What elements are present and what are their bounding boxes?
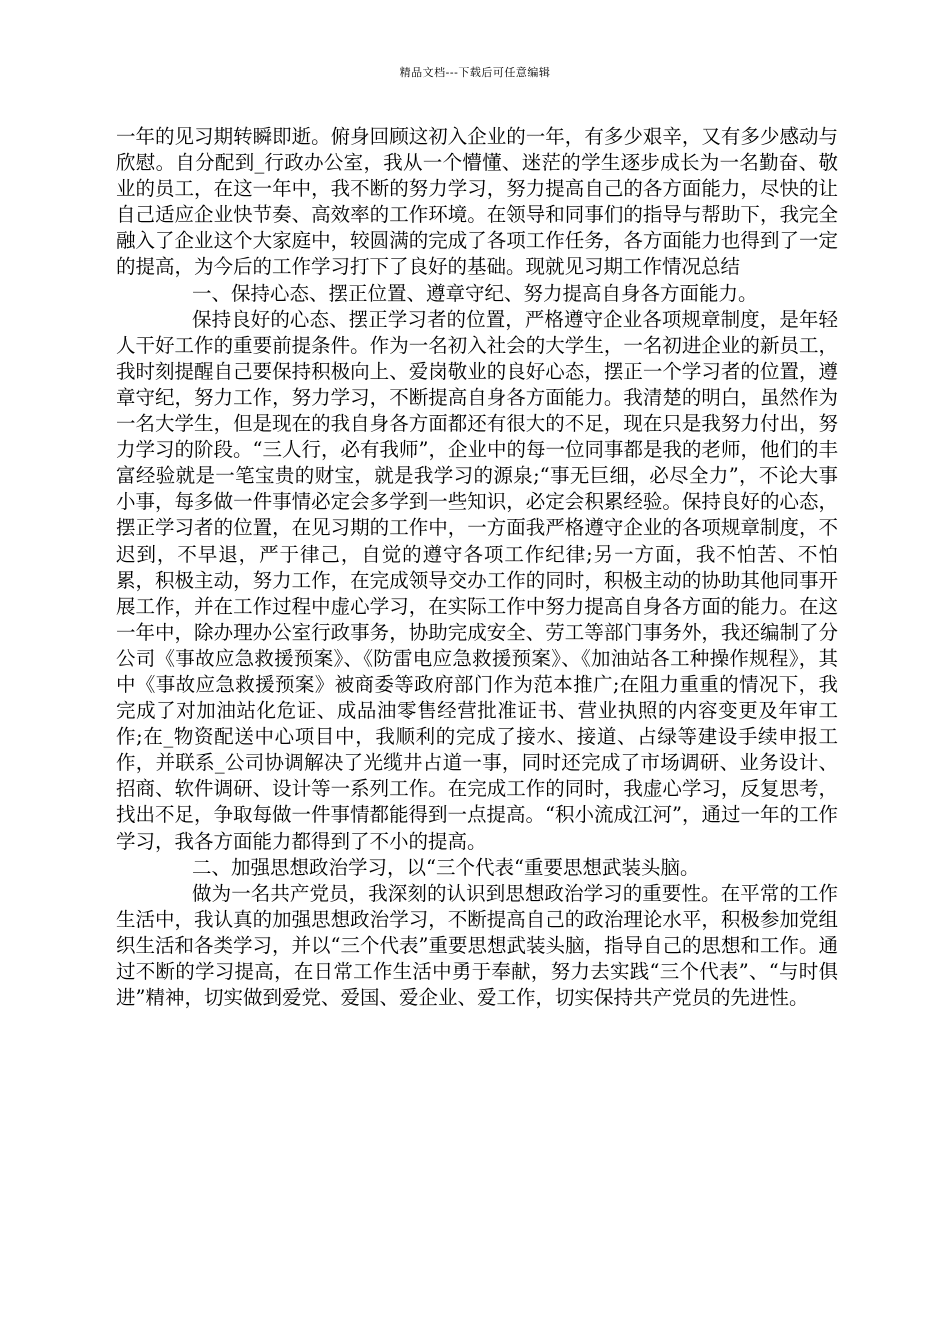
paragraph-section-2: 做为一名共产党员，我深刻的认识到思想政治学习的重要性。在平常的工作生活中，我认真的加强思想政治学习，不断提高自己的政治理论水平，积极参加党组织生活和各类学习，并以“三个代表”重要思想武装头脑，指导自己的思想和工作。通过不断的学习提高，在日常工作生活中勇于奉献，努力去实践“三个代表”、“与时俱进”精神，切实做到爱党、爱国、爱企业、爱工作，切实保持共产党员的先进性。	[116, 881, 838, 1010]
document-body	[116, 124, 838, 1011]
paragraph-intro: 一年的见习期转瞬即逝。俯身回顾这初入企业的一年，有多少艰辛，又有多少感动与欣慰。自分配到_行政办公室，我从一个懵懂、迷茫的学生逐步成长为一名勤奋、敬业的员工，在这一年中，我不断的努力学习，努力提高自己的各方面能力，尽快的让自己适应企业快节奏、高效率的工作环境。在领导和同事们的指导与帮助下，我完全融入了企业这个大家庭中，较圆满的完成了各项工作任务，各方面能力也得到了一定的提高，为今后的工作学习打下了良好的基础。现就见习期工作情况总结	[116, 125, 838, 279]
section-heading-2: 二、加强思想政治学习，以“三个代表“重要思想武装头脑。	[192, 855, 700, 879]
paragraph-section-1: 保持良好的心态、摆正学习者的位置，严格遵守企业各项规章制度，是年轻人干好工作的重要前提条件。作为一名初入社会的大学生，一名初进企业的新员工，我时刻提醒自己要保持积极向上、爱岗敬业的良好心态，摆正一个学习者的位置，遵章守纪，努力工作，努力学习，不断提高自身各方面能力。我清楚的明白，虽然作为一名大学生，但是现在的我自身各方面都还有很大的不足，现在只是我努力付出，努力学习的阶段。“三人行，必有我师”，企业中的每一位同事都是我的老师，他们的丰富经验就是一笔宝贵的财宝，就是我学习的源泉;“事无巨细，必尽全力”，不论大事小事，每多做一件事情必定会多学到一些知识，必定会积累经验。保持良好的心态，摆正学习者的位置，在见习期的工作中，一方面我严格遵守企业的各项规章制度，不迟到，不早退，严于律己，自觉的遵守各项工作纪律;另一方面，我不怕苦、不怕累，积极主动，努力工作，在完成领导交办工作的同时，积极主动的协助其他同事开展工作，并在工作过程中虚心学习，在实际工作中努力提高自身各方面的能力。在这一年中，除办理办公室行政事务，协助完成安全、劳工等部门事务外，我还编制了分公司《事故应急救援预案》、《防雷电应急救援预案》、《加油站各工种操作规程》，其中《事故应急救援预案》被商委等政府部门作为范本推广;在阻力重重的情况下，我完成了对加油站化危证、成品油零售经营批准证书、营业执照的内容变更及年审工作;在_物资配送中心项目中，我顺利的完成了接水、接道、占绿等建设手续申报工作，并联系_公司协调解决了光缆井占道一事，同时还完成了市场调研、业务设计、招商、软件调研、设计等一系列工作。在完成工作的同时，我虚心学习，反复思考，找出不足，争取每做一件事情都能得到一点提高。“积小流成江河”，通过一年的工作学习，我各方面能力都得到了不小的提高。	[116, 307, 838, 853]
section-heading-1: 一、保持心态、摆正位置、遵章守纪、努力提高自身各方面能力。	[192, 281, 758, 305]
page-header: 精品文档---下载后可任意编辑	[399, 66, 551, 79]
